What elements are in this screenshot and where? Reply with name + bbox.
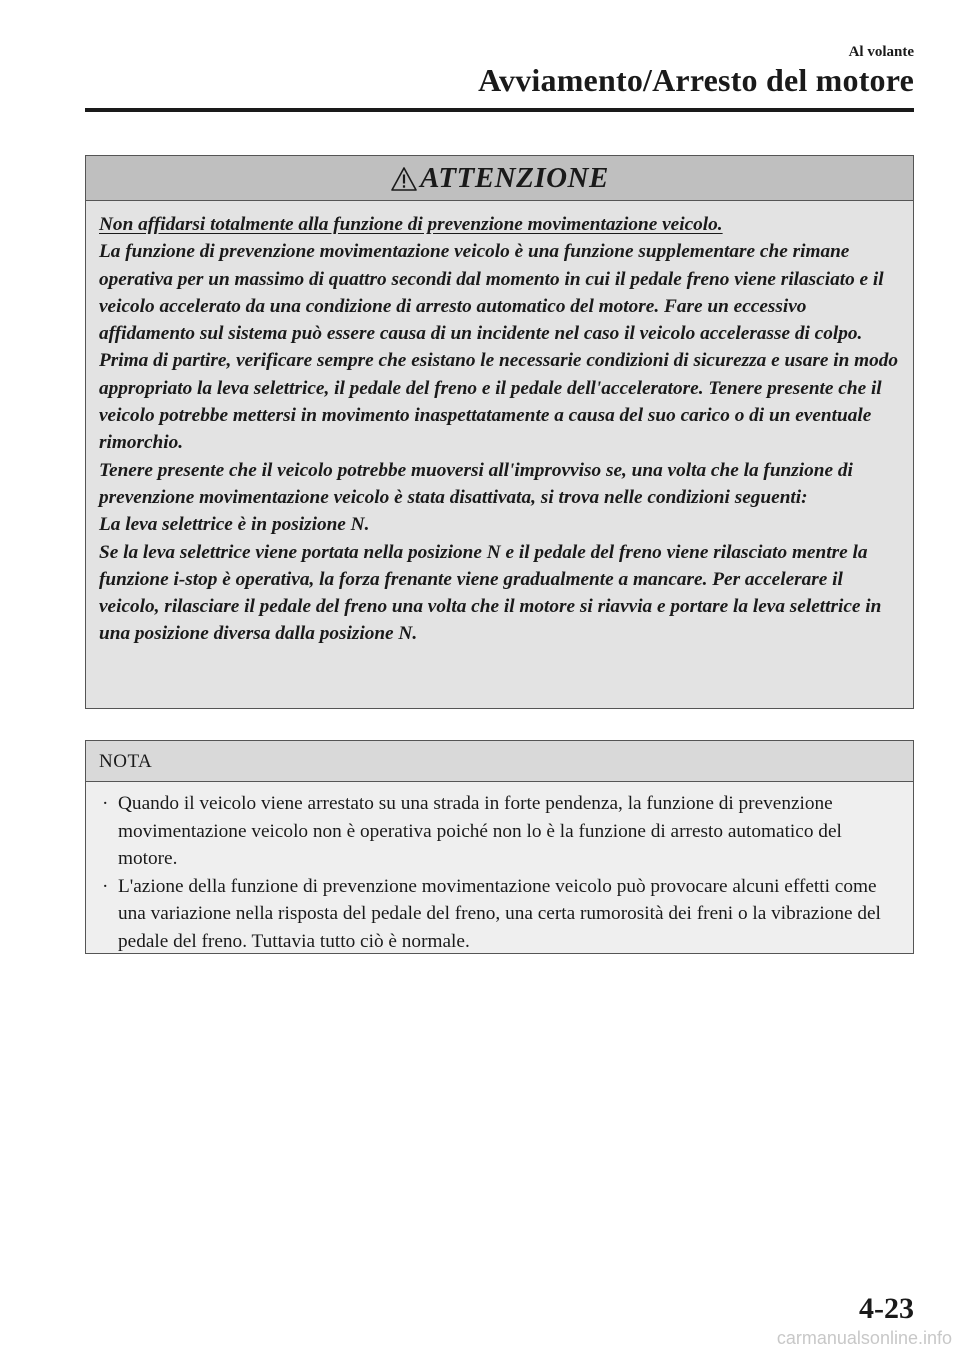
warning-paragraph: Se la leva selettrice viene portata nella posizione N e il pedale del freno viene rilasciato mentre la funzione i-stop è operativa, la forza frenante viene gradualmente a mancare. Per accelerare il veicolo, rilasciare il pedale del freno una volta che il motore si riavvia e portare la leva selettrice in una posizione diversa dalla posizione N.: [99, 541, 882, 645]
bullet-dot: ·: [102, 875, 109, 897]
note-title: NOTA: [99, 751, 153, 772]
watermark: carmanualsonline.info: [776, 1328, 952, 1348]
note-box: [85, 740, 914, 954]
page-number: 4-23: [859, 1292, 914, 1325]
warning-paragraph: Tenere presente che il veicolo potrebbe muoversi all'improvviso se, una volta che la funzione di prevenzione movimentazione veicolo è stata disattivata, si trova nelle condizioni seguenti:: [99, 459, 853, 508]
warning-paragraph: La funzione di prevenzione movimentazione veicolo è una funzione supplementare che rimane operativa per un massimo di quattro secondi dal momento in cui il pedale freno viene rilasciato e il veicolo accelerato da una condizione di arresto automatico del motore. Fare un eccessivo affidamento sul sistema può essere causa di un incidente nel caso il veicolo accelerasse di colpo. Prima di partire, verificare sempre che esistano le necessarie condizioni di sicurezza e usare in modo appropriato la leva selettrice, il pedale del freno e il pedale dell'acceleratore. Tenere presente che il veicolo potrebbe mettersi in movimento inaspettatamente a causa del suo carico o di un eventuale rimorchio.: [99, 241, 899, 454]
note-list: [86, 782, 913, 955]
list-item: [99, 873, 899, 956]
note-item-text: Quando il veicolo viene arrestato su una strada in forte pendenza, la funzione di prevenzione movimentazione veicolo non è operativa poiché non lo è la funzione di arresto automatico del motore.: [118, 793, 842, 869]
warning-title: ATTENZIONE: [420, 161, 609, 194]
bullet-dot: ·: [102, 793, 109, 814]
list-item: [99, 790, 899, 873]
note-item-text: L'azione della funzione di prevenzione movimentazione veicolo può provocare alcuni effetti come una variazione nella risposta del pedale del freno, una certa rumorosità dei freni o la vibrazione del pedale del freno. Tuttavia tutto ciò è normale.: [118, 875, 881, 952]
page-title: Avviamento/Arresto del motore: [478, 62, 914, 98]
warning-box: [85, 155, 914, 709]
warning-triangle-icon: [390, 166, 418, 192]
section-label: Al volante: [848, 44, 914, 60]
note-header: [86, 741, 913, 782]
warning-header: [86, 156, 913, 201]
warning-lead: Non affidarsi totalmente alla funzione di prevenzione movimentazione veicolo.: [99, 214, 723, 235]
warning-body: [86, 201, 913, 648]
header-rule: [85, 108, 914, 112]
warning-paragraph: La leva selettrice è in posizione N.: [99, 514, 370, 536]
